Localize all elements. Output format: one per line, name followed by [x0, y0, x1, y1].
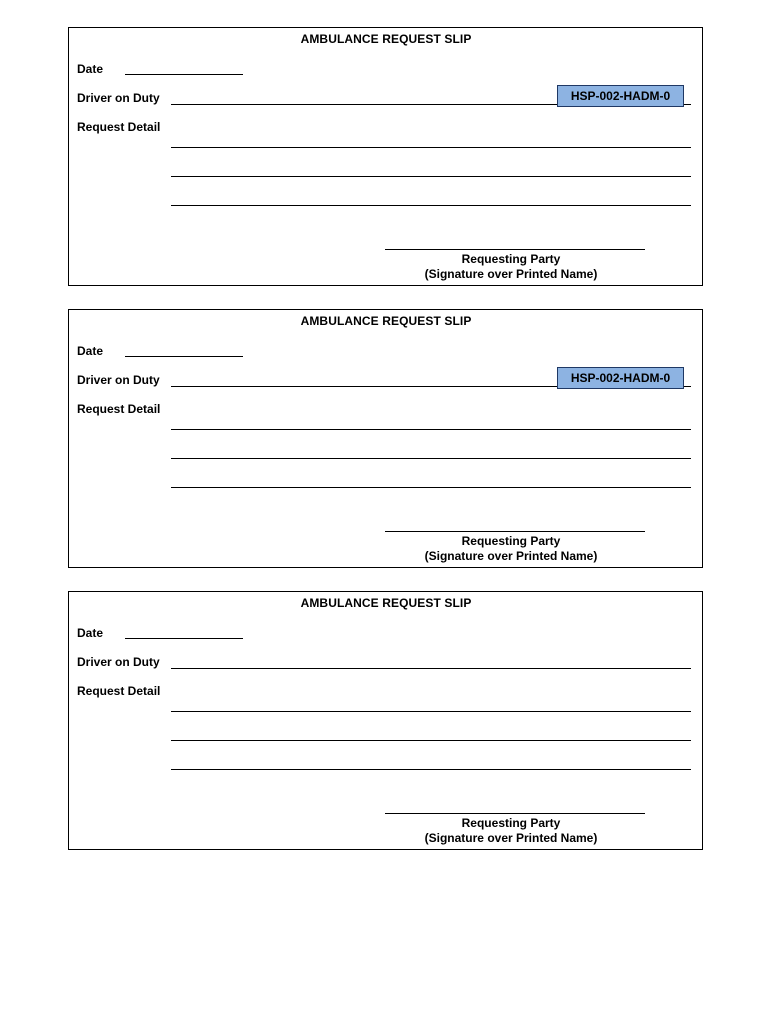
requesting-party-label: Requesting Party [461, 534, 561, 548]
date-label: Date [77, 626, 104, 640]
driver-on-duty-label: Driver on Duty [77, 373, 160, 387]
signature-line[interactable] [385, 813, 645, 814]
date-field[interactable] [125, 74, 243, 75]
slip-title: AMBULANCE REQUEST SLIP [300, 32, 472, 46]
form-code-badge: HSP-002-HADM-0 [557, 85, 684, 107]
signature-caption: (Signature over Printed Name) [424, 831, 598, 845]
slip-title: AMBULANCE REQUEST SLIP [300, 314, 472, 328]
driver-on-duty-field[interactable] [171, 668, 691, 669]
request-detail-line-3[interactable] [171, 769, 691, 770]
request-detail-line-2[interactable] [171, 740, 691, 741]
ambulance-request-slip [68, 591, 703, 850]
signature-caption: (Signature over Printed Name) [424, 267, 598, 281]
date-label: Date [77, 62, 104, 76]
ambulance-request-slip [68, 309, 703, 568]
request-detail-line-3[interactable] [171, 205, 691, 206]
request-detail-label: Request Detail [77, 684, 161, 698]
slip-title: AMBULANCE REQUEST SLIP [300, 596, 472, 610]
request-detail-line-2[interactable] [171, 458, 691, 459]
requesting-party-label: Requesting Party [461, 252, 561, 266]
form-code-badge: HSP-002-HADM-0 [557, 367, 684, 389]
driver-on-duty-label: Driver on Duty [77, 655, 160, 669]
signature-line[interactable] [385, 531, 645, 532]
request-detail-label: Request Detail [77, 120, 161, 134]
request-detail-line-1[interactable] [171, 429, 691, 430]
signature-caption: (Signature over Printed Name) [424, 549, 598, 563]
ambulance-request-slip [68, 27, 703, 286]
date-field[interactable] [125, 638, 243, 639]
request-detail-line-3[interactable] [171, 487, 691, 488]
request-detail-line-1[interactable] [171, 147, 691, 148]
request-detail-label: Request Detail [77, 402, 161, 416]
date-label: Date [77, 344, 104, 358]
requesting-party-label: Requesting Party [461, 816, 561, 830]
driver-on-duty-label: Driver on Duty [77, 91, 160, 105]
date-field[interactable] [125, 356, 243, 357]
signature-line[interactable] [385, 249, 645, 250]
request-detail-line-1[interactable] [171, 711, 691, 712]
request-detail-line-2[interactable] [171, 176, 691, 177]
